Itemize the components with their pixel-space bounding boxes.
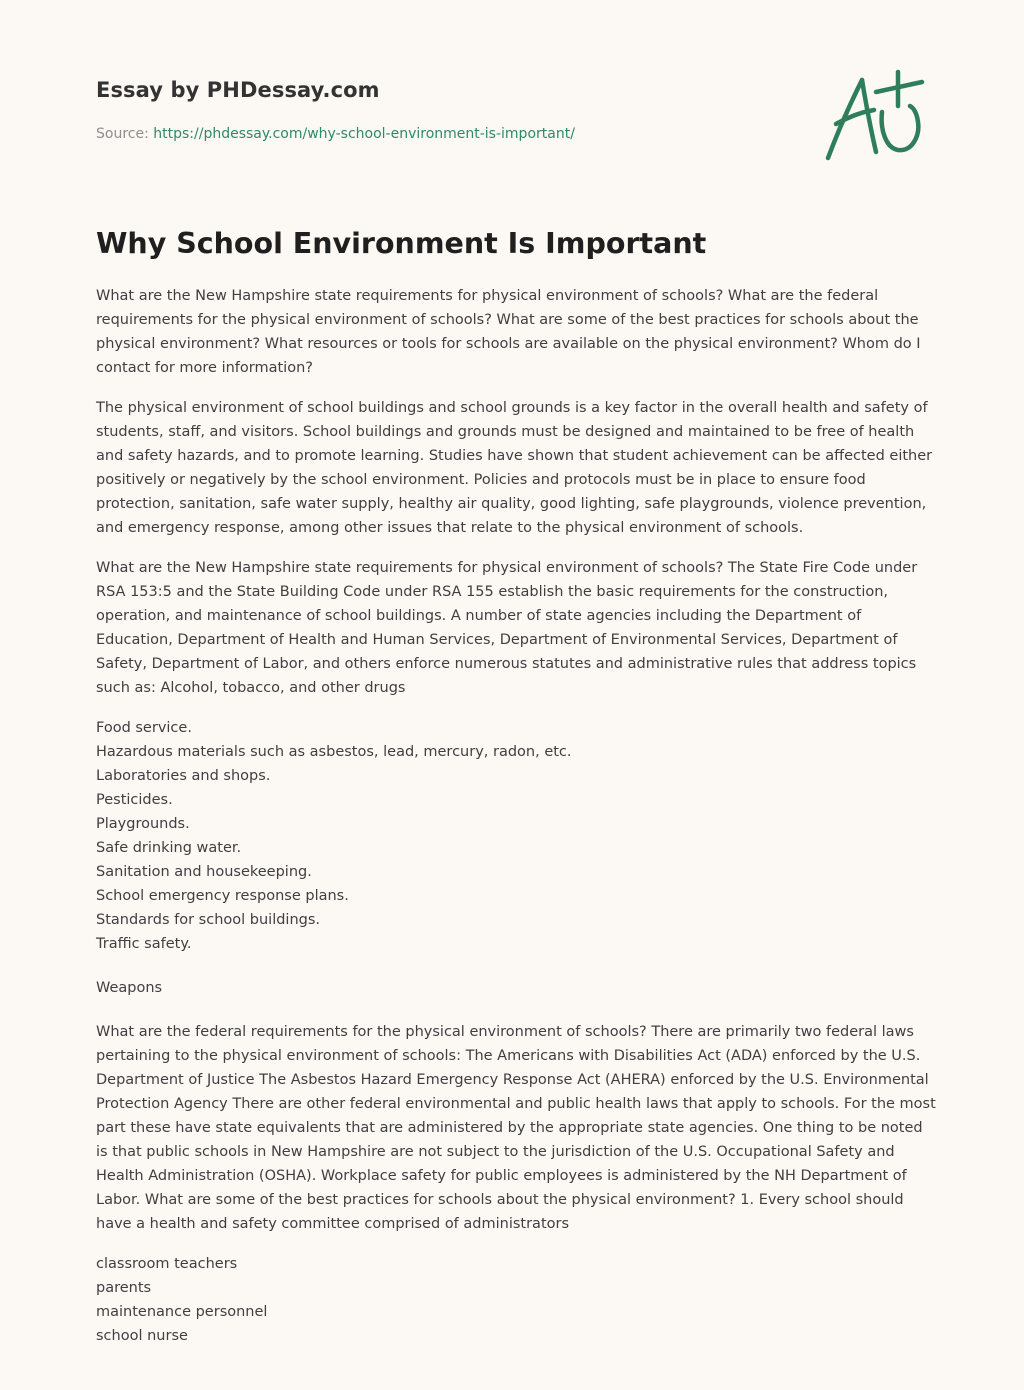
list-item: Food service. bbox=[96, 720, 192, 736]
topics-list bbox=[96, 716, 938, 956]
list-item: Pesticides. bbox=[96, 792, 173, 808]
list-item: classroom teachers bbox=[96, 1256, 238, 1272]
weapons-line: Weapons bbox=[96, 980, 163, 996]
physical-environment-paragraph: The physical environment of school buildings and school grounds is a key factor in the overall health and safety of students, staff, and visitors. School buildings and grounds must be designed and maintained to be free of health and safety hazards, and to promote learning. Studies have shown that student achievement can be affected either positively or negatively by the school environment. Policies and protocols must be in place to ensure food protection, sanitation, safe water supply, healthy air quality, good lighting, safe playgrounds, violence prevention, and emergency response, among other issues that relate to the physical environment of schools. bbox=[96, 400, 933, 536]
list-item: Safe drinking water. bbox=[96, 840, 242, 856]
source-label: Source: bbox=[96, 126, 149, 142]
a-plus-logo-icon bbox=[818, 66, 930, 166]
intro-paragraph: What are the New Hampshire state requirements for physical environment of schools? What are the federal requirements for the physical environment of schools? What are some of the best practices for schools about the physical environment? What resources or tools for schools are available on the physical environment? Whom do I contact for more information? bbox=[96, 288, 921, 376]
list-item: Traffic safety. bbox=[96, 936, 192, 952]
list-item: School emergency response plans. bbox=[96, 888, 349, 904]
state-requirements-paragraph: What are the New Hampshire state requirements for physical environment of schools? The State Fire Code under RSA 153:5 and the State Building Code under RSA 155 establish the basic requirements for the construction, operation, and maintenance of school buildings. A number of state agencies including the Department of Education, Department of Health and Human Services, Department of Environmental Services, Department of Safety, Department of Labor, and others enforce numerous statutes and administrative rules that address topics such as: Alcohol, tobacco, and other drugs bbox=[96, 560, 918, 696]
committee-list bbox=[96, 1252, 938, 1348]
list-item: Hazardous materials such as asbestos, lead, mercury, radon, etc. bbox=[96, 744, 572, 760]
source-link[interactable]: https://phdessay.com/why-school-environment-is-important/ bbox=[153, 126, 575, 142]
source-line bbox=[96, 124, 575, 144]
list-item: parents bbox=[96, 1280, 152, 1296]
site-title: Essay by PHDessay.com bbox=[96, 78, 380, 102]
list-item: school nurse bbox=[96, 1328, 188, 1344]
essay-title: Why School Environment Is Important bbox=[96, 227, 707, 260]
list-item: Laboratories and shops. bbox=[96, 768, 271, 784]
list-item: maintenance personnel bbox=[96, 1304, 268, 1320]
federal-requirements-paragraph: What are the federal requirements for the physical environment of schools? There are primarily two federal laws pertaining to the physical environment of schools: The Americans with Disabilities Act (ADA) enforced by the U.S. Department of Justice The Asbestos Hazard Emergency Response Act (AHERA) enforced by the U.S. Environmental Protection Agency There are other federal environmental and public health laws that apply to schools. For the most part these have state equivalents that are administered by the appropriate state agencies. One thing to be noted is that public schools in New Hampshire are not subject to the jurisdiction of the U.S. Occupational Safety and Health Administration (OSHA). Workplace safety for public employees is administered by the NH Department of Labor. What are some of the best practices for schools about the physical environment? 1. Every school should have a health and safety committee comprised of administrators bbox=[96, 1024, 936, 1232]
list-item: Standards for school buildings. bbox=[96, 912, 321, 928]
list-item: Sanitation and housekeeping. bbox=[96, 864, 312, 880]
essay-body bbox=[96, 284, 938, 1364]
list-item: Playgrounds. bbox=[96, 816, 190, 832]
